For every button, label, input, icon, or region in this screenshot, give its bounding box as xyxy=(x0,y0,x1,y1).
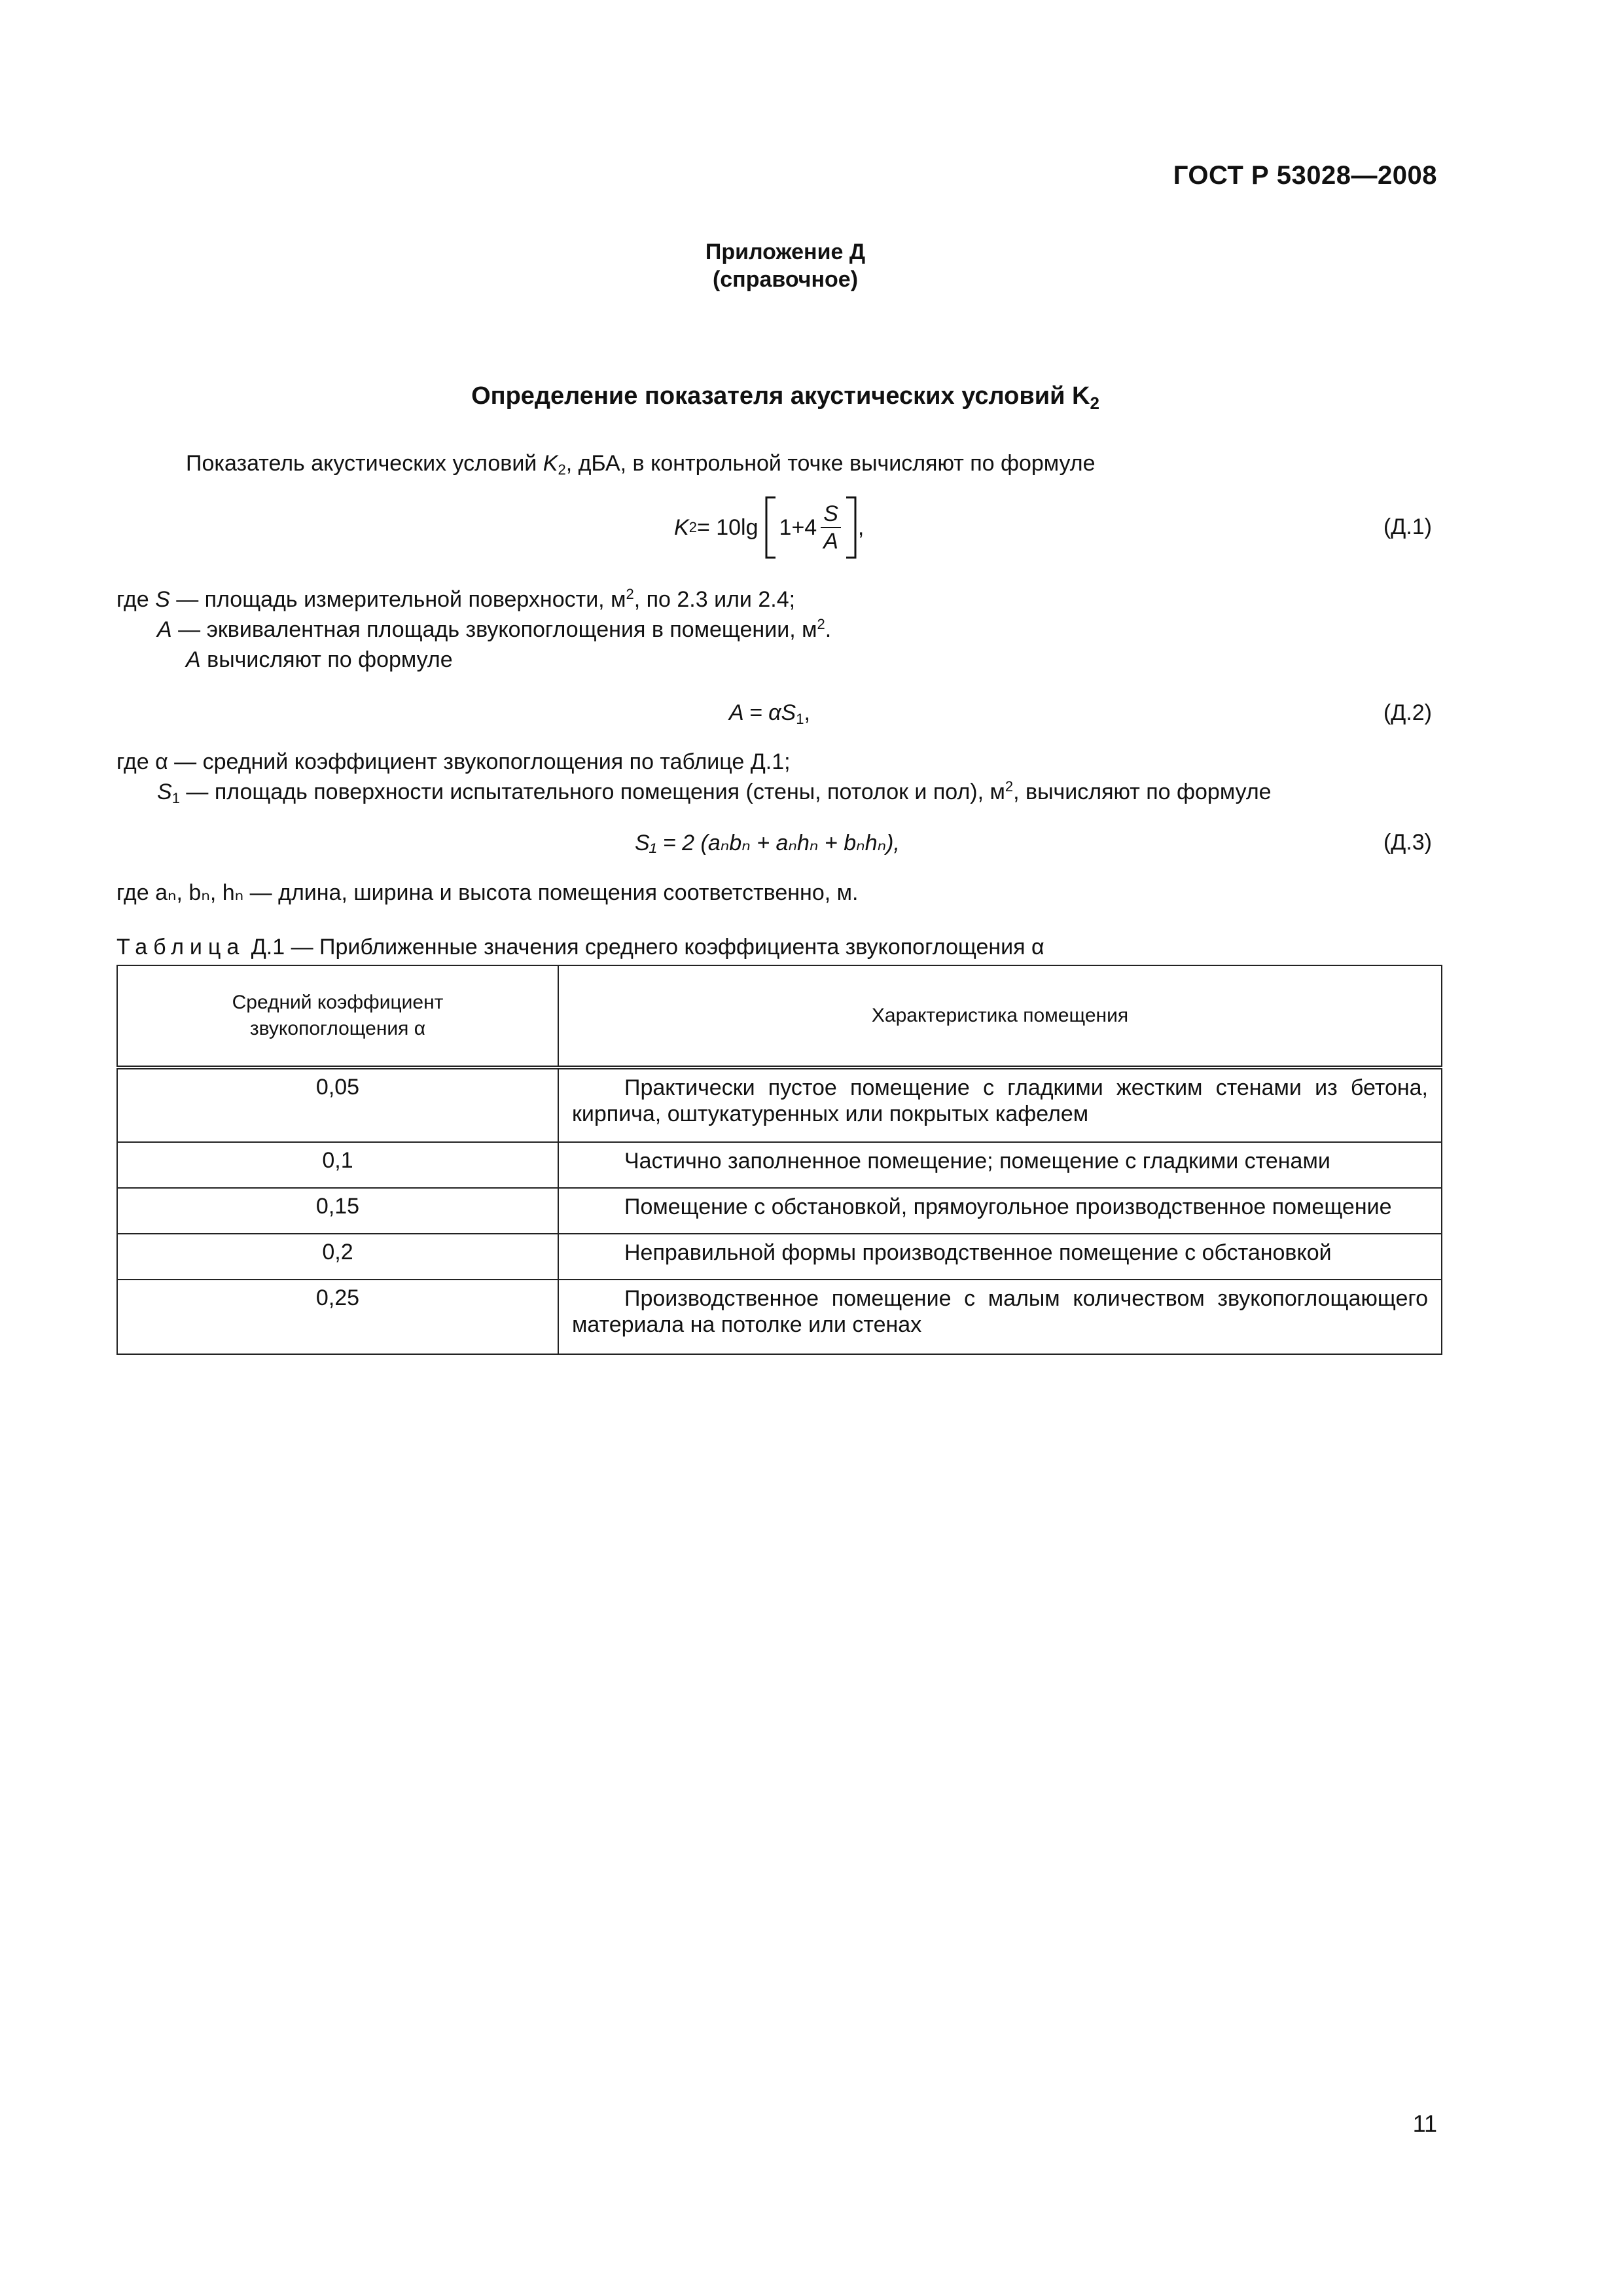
table-row xyxy=(117,1142,1442,1188)
where-s: где S — площадь измерительной поверхности, $м^2$, по 2.3 или 2.4; xyxy=(116,586,796,612)
formula-d2: $A = \alpha S_1$, xyxy=(729,700,810,727)
table-row xyxy=(117,1067,1442,1142)
table-row xyxy=(117,1280,1442,1354)
cell-alpha: 0,25 xyxy=(117,1280,558,1354)
fraction-s-over-a: $\frac{S}{A}$ xyxy=(821,501,841,554)
cell-description: Производственное помещение с малым количеством звукопоглощающего материала на потолке или стенах xyxy=(558,1280,1442,1354)
right-bracket xyxy=(844,496,858,559)
formula-d1: K 2 = 10lg 1+4 $\frac{S}{A}$ , xyxy=(674,496,864,559)
table-row xyxy=(117,1188,1442,1234)
where-dimensions: где aₙ, bₙ, hₙ — длина, ширина и высота помещения соответственно, м. xyxy=(116,880,859,905)
document-code: ГОСТ Р 53028—2008 xyxy=(1173,161,1437,190)
cell-description: Частично заполненное помещение; помещение с гладкими стенами xyxy=(558,1142,1442,1188)
annex-title: Приложение Д xyxy=(705,240,866,264)
header-characteristic: Характеристика помещения xyxy=(558,965,1442,1067)
cell-alpha: 0,2 xyxy=(117,1234,558,1280)
equation-number-d2: (Д.2) xyxy=(1383,700,1432,725)
where-alpha: где α — средний коэффициент звукопоглощения по таблице Д.1; xyxy=(116,749,791,774)
formula-d3: S₁ = 2 (aₙbₙ + aₙhₙ + bₙhₙ), xyxy=(635,831,900,855)
header-alpha: Средний коэффициент звукопоглощения α xyxy=(117,965,558,1067)
table-header-row xyxy=(117,965,1442,1067)
left-bracket xyxy=(764,496,778,559)
cell-alpha: 0,05 xyxy=(117,1067,558,1142)
cell-alpha: 0,1 xyxy=(117,1142,558,1188)
annex-type: (справочное) xyxy=(712,267,859,292)
intro-paragraph: Показатель акустических условий $K_2$, дБА, в контрольной точке вычисляют по формуле xyxy=(186,451,1096,478)
page-number: 11 xyxy=(1412,2110,1437,2137)
cell-alpha: 0,15 xyxy=(117,1188,558,1234)
a-calc-line: A вычисляют по формуле xyxy=(186,647,453,672)
cell-description: Неправильной формы производственное помещение с обстановкой xyxy=(558,1234,1442,1280)
cell-description: Практически пустое помещение с гладкими жестким стенами из бетона, кирпича, оштукатуренных или покрытых кафелем xyxy=(558,1067,1442,1142)
section-title: Определение показателя акустических условий $K_2$ xyxy=(471,382,1099,413)
cell-description: Помещение с обстановкой, прямоугольное производственное помещение xyxy=(558,1188,1442,1234)
where-a: A — эквивалентная площадь звукопоглощения в помещении, $м^2$. xyxy=(157,616,832,642)
where-s1: $S_1$ — площадь поверхности испытательного помещения (стены, потолок и пол), $м^2$, вычисляют по формуле xyxy=(157,778,1272,806)
equation-number-d3: (Д.3) xyxy=(1383,830,1432,855)
absorption-table xyxy=(116,965,1442,1355)
equation-number-d1: (Д.1) xyxy=(1383,514,1432,539)
table-row xyxy=(117,1234,1442,1280)
table-caption: Таблица Д.1 — Приближенные значения среднего коэффициента звукопоглощения α xyxy=(116,935,1044,960)
